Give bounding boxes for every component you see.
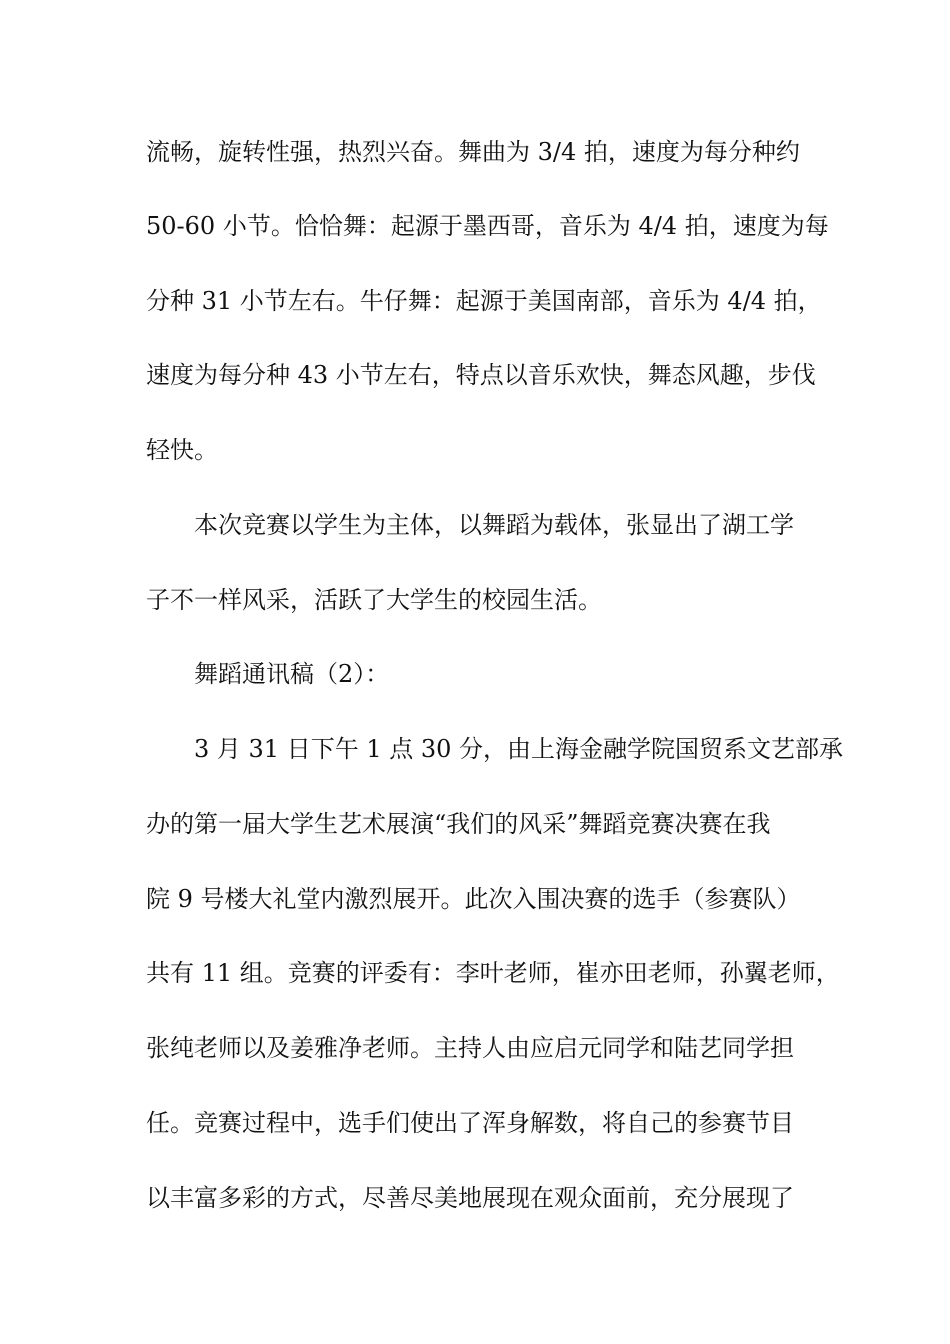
text-line: 速度为每分种 43 小节左右，特点以音乐欢快，舞态风趣，步伐 (146, 361, 816, 389)
text-line: 50-60 小节。恰恰舞：起源于墨西哥，音乐为 4/4 拍，速度为每 (146, 212, 829, 240)
text-line: 轻快。 (146, 436, 218, 464)
text-line: 以丰富多彩的方式，尽善尽美地展现在观众面前，充分展现了 (146, 1184, 794, 1212)
paragraph-first-line: 本次竞赛以学生为主体，以舞蹈为载体，张显出了湖工学 (194, 511, 794, 539)
text-line: 流畅，旋转性强，热烈兴奋。舞曲为 3/4 拍，速度为每分种约 (146, 138, 800, 166)
text-line: 子不一样风采，活跃了大学生的校园生活。 (146, 586, 602, 614)
text-line: 院 9 号楼大礼堂内激烈展开。此次入围决赛的选手（参赛队） (146, 885, 801, 913)
text-line: 共有 11 组。竞赛的评委有：李叶老师，崔亦田老师，孙翼老师， (146, 959, 840, 987)
text-line: 办的第一届大学生艺术展演“我们的风采”舞蹈竞赛决赛在我 (146, 810, 771, 838)
section-heading: 舞蹈通讯稿（2）： (194, 660, 390, 688)
text-line: 任。竞赛过程中，选手们使出了浑身解数，将自己的参赛节目 (146, 1109, 794, 1137)
text-line: 张纯老师以及姜雅净老师。主持人由应启元同学和陆艺同学担 (146, 1034, 794, 1062)
text-line: 分种 31 小节左右。牛仔舞：起源于美国南部，音乐为 4/4 拍， (146, 287, 822, 315)
paragraph-first-line: 3 月 31 日下午 1 点 30 分，由上海金融学院国贸系文艺部承 (194, 735, 844, 763)
